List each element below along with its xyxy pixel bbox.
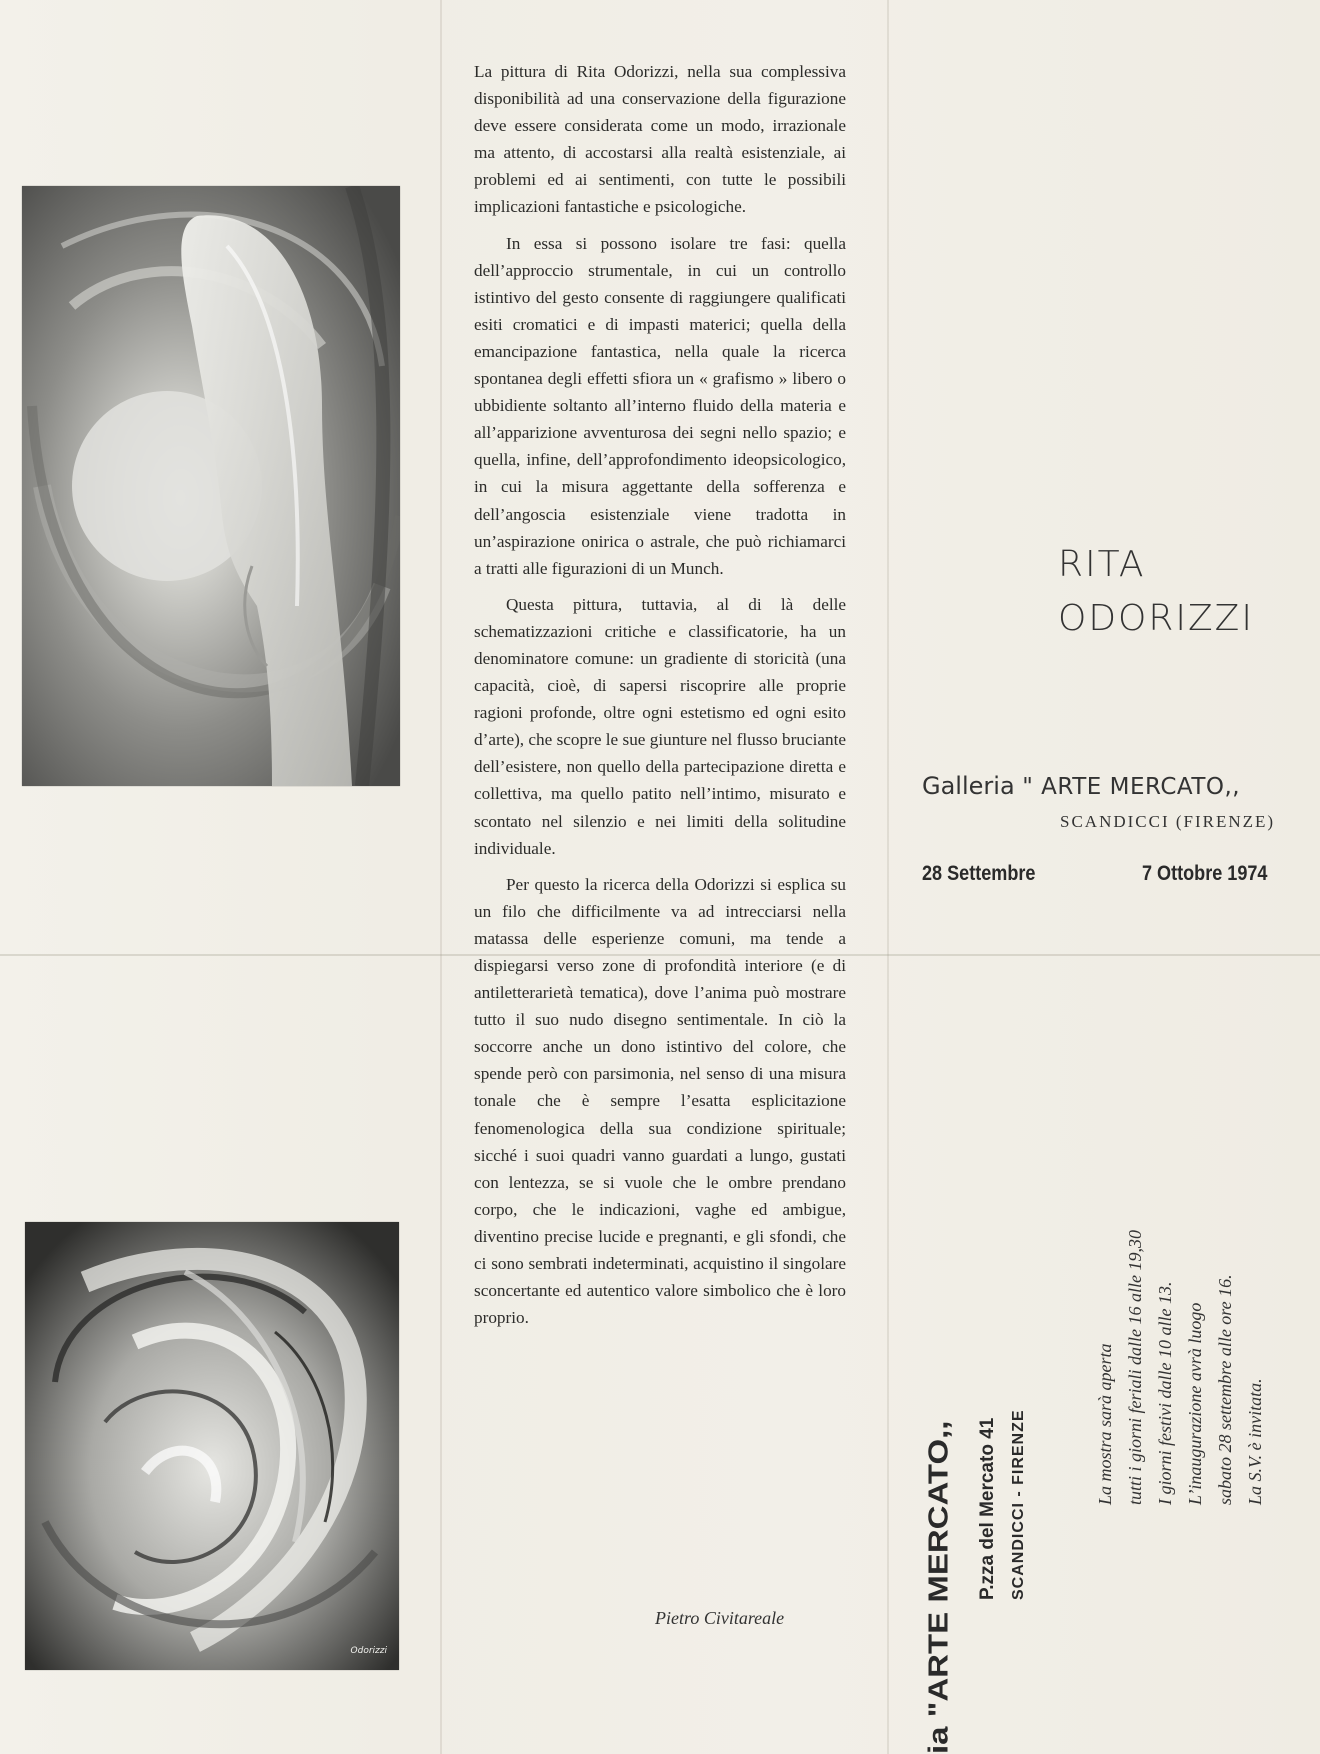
artist-name	[1058, 538, 1254, 646]
artist-last-name: ODORIZZI	[1058, 598, 1254, 639]
info-line: tutti i giorni feriali dalle 16 alle 19,30	[1125, 1230, 1145, 1505]
info-line: sabato 28 settembre alle ore 16.	[1215, 1274, 1235, 1505]
painting-bottom	[25, 1222, 399, 1670]
gallery-city: SCANDICCI (FIRENZE)	[1060, 812, 1276, 831]
gallery-title: " ARTE MERCATO,,	[1022, 774, 1241, 800]
info-line: L’inaugurazione avrà luogo	[1185, 1302, 1205, 1505]
info-line: La mostra sarà aperta	[1095, 1343, 1115, 1505]
fold-line	[440, 0, 442, 1754]
gallery-name	[922, 772, 1240, 800]
date-end: 7 Ottobre 1974	[1142, 862, 1268, 885]
gallery-prefix: Galleria	[922, 772, 1015, 800]
essay-paragraph: Questa pittura, tuttavia, al di là delle schematizzazioni critiche e classificatorie, ha un denominatore comune: un gradiente di storicità (una capacità, cioè, di sapersi riscoprire alle proprie ragioni profonde, oltre ogni estetismo ed ogni esito d’arte), che scopre le sue giunture nel flusso bruciante dell’esistere, non quello della partecipazione diretta e collettiva, ma quello patito nell’intimo, misurato e scontato nel silenzio e nei limiti della solitudine individuale.	[474, 594, 846, 858]
address-city: SCANDICCI - FIRENZE	[1010, 1409, 1027, 1600]
artist-first-name: RITA	[1058, 544, 1146, 585]
essay-author: Pietro Civitareale	[655, 1608, 785, 1628]
info-line: I giorni festivi dalle 10 alle 13.	[1155, 1281, 1175, 1505]
painting-artist-signature: Odorizzi	[350, 1646, 387, 1656]
address-street: P.zza del Mercato 41	[977, 1417, 998, 1600]
critical-essay	[474, 58, 846, 1340]
painting-top	[22, 186, 400, 786]
essay-paragraph: La pittura di Rita Odorizzi, nella sua complessiva disponibilità ad una conservazione della figurazione deve essere considerata come un modo, irrazionale ma attento, di accostarsi alla realtà esistenziale, ai problemi ed ai sentimenti, con tutte le possibili implicazioni fantastiche e psicologiche.	[474, 62, 846, 217]
essay-paragraph: In essa si possono isolare tre fasi: quella dell’approccio strumentale, in cui un controllo istintivo del gesto consente di raggiungere qualificati esiti cromatici e di impasti materici; quella della emancipazione fantastica, nella quale la ricerca spontanea degli effetti sfiora un « grafismo » libero o ubbidiente soltanto all’interno fluido della materia e all’apparizione avventurosa dei segni nello spazio; e quella, infine, dell’approfondimento ideopsicologico, in cui la misura aggettante della sofferenza e dell’angoscia esistenziale viene tradotta in un’aspirazione onirica o astrale, che può richiamarci a tratti alle figurazioni di un Munch.	[474, 233, 846, 578]
opening-hours-info	[1090, 1230, 1270, 1505]
fold-line	[887, 0, 889, 1754]
info-line: La S.V. è invitata.	[1245, 1378, 1265, 1505]
essay-paragraph: Per questo la ricerca della Odorizzi si esplica su un filo che difficilmente va ad intrecciarsi nella matassa delle esperienze comuni, ma tende a dispiegarsi verso zone di profondità interiore (e di antiletterarietà tematica), dove l’anima può mostrare tutto il suo nudo disegno sentimentale. In ciò la soccorre anche un dono istintivo del colore, che spende però con parsimonia, nel senso di una misura tonale che è sempre l’esatta esplicitazione fenomenologica della sua condizione spirituale; sicché i suoi quadri vanno guardati a lungo, gustati con lentezza, se si vuole che le ombre prendano corpo, che le indicazioni, vaghe ed ambigue, diventino precise lucide e pregnanti, e gli sfondi, che ci sono sembrati indeterminati, acquistino il singolare sconcertante ed autentico valore simbolico che è loro proprio.	[474, 874, 846, 1328]
address-gallery-name: ia "ARTE MERCATO,,	[922, 1420, 954, 1754]
date-start: 28 Settembre	[922, 862, 1036, 885]
